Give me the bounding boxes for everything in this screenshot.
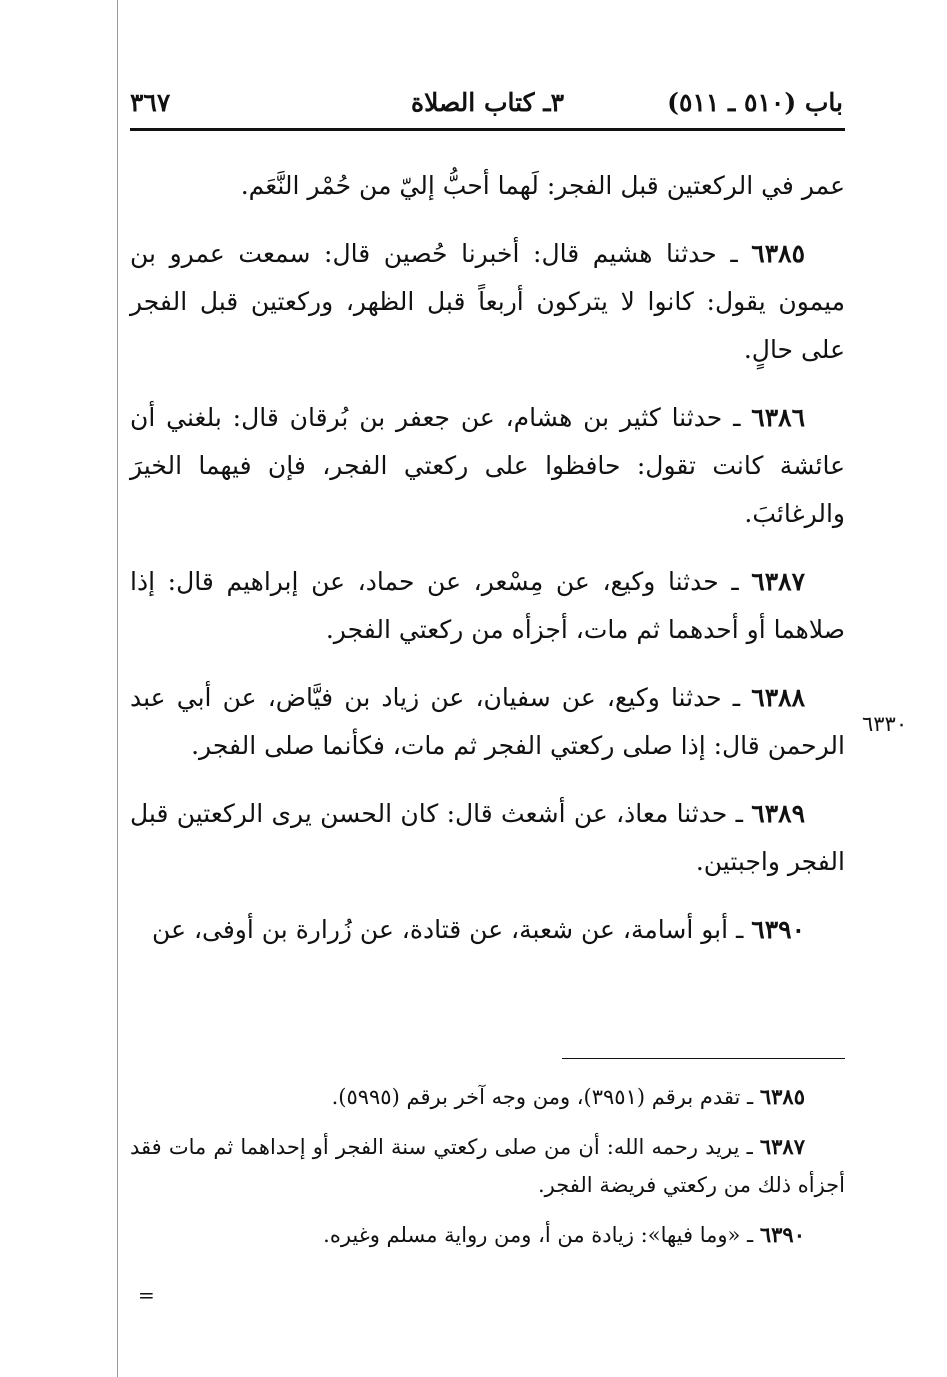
footnote-separator bbox=[562, 1058, 845, 1059]
footnote-number: ٦٣٨٥ bbox=[759, 1084, 805, 1109]
footnote-number: ٦٣٩٠ bbox=[759, 1222, 805, 1247]
lead-paragraph: عمر في الركعتين قبل الفجر: لَهما أحبُّ إليّ من حُمْر النَّعَم. bbox=[240, 171, 845, 200]
hadith-text: ـ أبو أسامة، عن شعبة، عن قتادة، عن زُرارة بن أوفى، عن bbox=[152, 915, 752, 944]
hadith-6389 bbox=[130, 790, 845, 886]
footnote-6385 bbox=[130, 1078, 845, 1116]
footnote-number: ٦٣٨٧ bbox=[759, 1134, 805, 1159]
header-chapter: باب (٥١٠ ـ ٥١١) bbox=[667, 88, 843, 117]
margin-reference-number: ٦٣٣٠ bbox=[862, 712, 908, 736]
header-page-number: ٣٦٧ bbox=[130, 88, 171, 117]
footnote-6387 bbox=[130, 1128, 845, 1204]
hadith-text: ـ حدثنا هشيم قال: أخبرنا حُصين قال: سمعت عمرو بن ميمون يقول: كانوا لا يتركون أربعاً قبل الظهر، وركعتين قبل الفجر على حالٍ. bbox=[130, 239, 845, 364]
hadith-number: ٦٣٨٨ bbox=[751, 683, 805, 712]
hadith-6388 bbox=[130, 674, 845, 770]
hadith-number: ٦٣٨٧ bbox=[751, 567, 805, 596]
footnote-6390 bbox=[130, 1216, 845, 1254]
hadith-6390 bbox=[130, 906, 845, 954]
main-text bbox=[130, 162, 845, 974]
hadith-text: ـ حدثنا وكيع، عن سفيان، عن زياد بن فيَّاض، عن أبي عبد الرحمن قال: إذا صلى ركعتي الفجر ثم مات، فكأنما صلى الفجر. bbox=[130, 683, 845, 760]
hadith-6385 bbox=[130, 230, 845, 374]
page-gutter-line bbox=[117, 0, 118, 1377]
hadith-6387 bbox=[130, 558, 845, 654]
footnote-text: ـ «وما فيها»: زيادة من أ، ومن رواية مسلم وغيره. bbox=[323, 1223, 760, 1247]
hadith-6386 bbox=[130, 394, 845, 538]
running-header bbox=[130, 84, 845, 128]
header-book-title: ٣ـ كتاب الصلاة bbox=[410, 88, 565, 117]
hadith-number: ٦٣٨٦ bbox=[751, 403, 805, 432]
footnotes bbox=[130, 1078, 845, 1266]
hadith-text: ـ حدثنا كثير بن هشام، عن جعفر بن بُرقان قال: بلغني أن عائشة كانت تقول: حافظوا على ركعتي الفجر، فإن فيهما الخيرَ والرغائبَ. bbox=[130, 403, 845, 528]
hadith-text: ـ حدثنا وكيع، عن مِسْعر، عن حماد، عن إبراهيم قال: إذا صلاهما أو أحدهما ثم مات، أجزأه من ركعتي الفجر. bbox=[130, 567, 845, 644]
continuation-mark: = bbox=[138, 1283, 155, 1307]
hadith-number: ٦٣٨٥ bbox=[751, 239, 805, 268]
header-rule bbox=[130, 128, 845, 131]
footnote-text: ـ تقدم برقم (٣٩٥١)، ومن وجه آخر برقم (٥٩٩٥). bbox=[331, 1085, 760, 1109]
hadith-number: ٦٣٨٩ bbox=[751, 799, 805, 828]
hadith-text: ـ حدثنا معاذ، عن أشعث قال: كان الحسن يرى الركعتين قبل الفجر واجبتين. bbox=[130, 799, 845, 876]
hadith-number: ٦٣٩٠ bbox=[751, 915, 805, 944]
footnote-text: ـ يريد رحمه الله: أن من صلى ركعتي سنة الفجر أو إحداهما ثم مات فقد أجزأه ذلك من ركعتي فريضة الفجر. bbox=[130, 1135, 845, 1197]
